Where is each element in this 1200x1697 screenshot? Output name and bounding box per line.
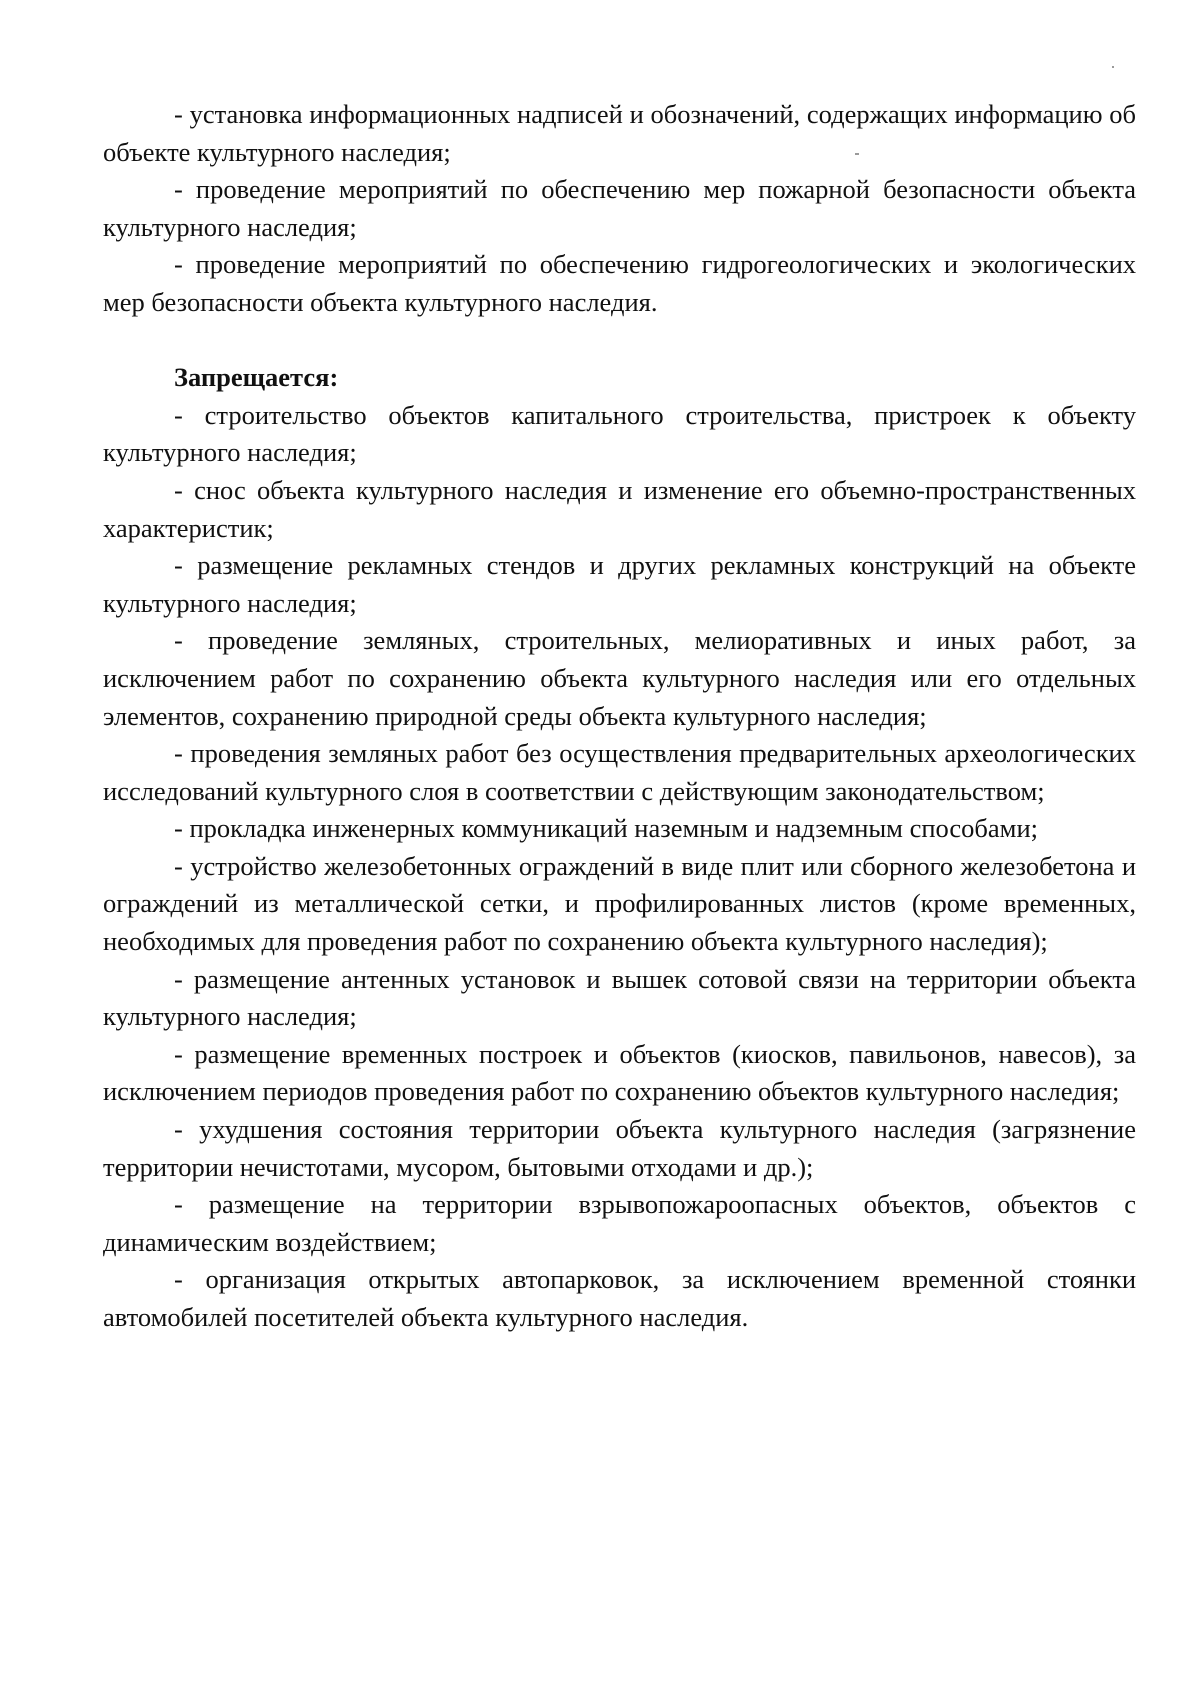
prohibited-item: - организация открытых автопарковок, за исключением временной стоянки автомобилей посетителей объекта культурного наследия. (103, 1264, 1136, 1332)
allowed-item: - проведение мероприятий по обеспечению мер пожарной безопасности объекта культурного наследия; (103, 174, 1136, 242)
prohibited-item: - ухудшения состояния территории объекта культурного наследия (загрязнение территории нечистотами, мусором, бытовыми отходами и др.); (103, 1114, 1136, 1182)
document-body (103, 96, 1136, 1337)
prohibited-item: - прокладка инженерных коммуникаций наземным и надземным способами; (174, 813, 1038, 844)
prohibited-item: - устройство железобетонных ограждений в виде плит или сборного железобетона и ограждений из металлической сетки, и профилированных листов (кроме временных, необходимых для проведения работ по сохранению объекта культурного наследия); (103, 850, 1136, 957)
scan-speck (1112, 66, 1114, 68)
prohibited-heading: Запрещается: (174, 362, 339, 393)
allowed-item: - установка информационных надписей и обозначений, содержащих информацию об объекте культурного наследия; (103, 99, 1136, 167)
prohibited-item: - строительство объектов капитального строительства, пристроек к объекту культурного наследия; (103, 399, 1136, 468)
prohibited-item: - размещение временных построек и объектов (киосков, павильонов, навесов), за исключением периодов проведения работ по сохранению объектов культурного наследия; (103, 1038, 1136, 1107)
allowed-item: - проведение мероприятий по обеспечению гидрогеологических и экологических мер безопасности объекта культурного наследия. (103, 249, 1136, 317)
prohibited-item: - снос объекта культурного наследия и изменение его объемно-пространственных характеристик; (103, 474, 1136, 543)
prohibited-item: - размещение рекламных стендов и других рекламных конструкций на объекте культурного наследия; (103, 550, 1136, 618)
prohibited-item: - проведения земляных работ без осуществления предварительных археологических исследований культурного слоя в соответствии с действующим законодательством; (103, 738, 1136, 806)
prohibited-item: - проведение земляных, строительных, мелиоративных и иных работ, за исключением работ по сохранению объекта культурного наследия или его отдельных элементов, сохранению природной среды объекта культурного наследия; (103, 625, 1136, 731)
prohibited-item: - размещение на территории взрывопожароопасных объектов, объектов с динамическим воздействием; (103, 1189, 1136, 1257)
prohibited-item: - размещение антенных установок и вышек сотовой связи на территории объекта культурного наследия; (103, 963, 1136, 1032)
